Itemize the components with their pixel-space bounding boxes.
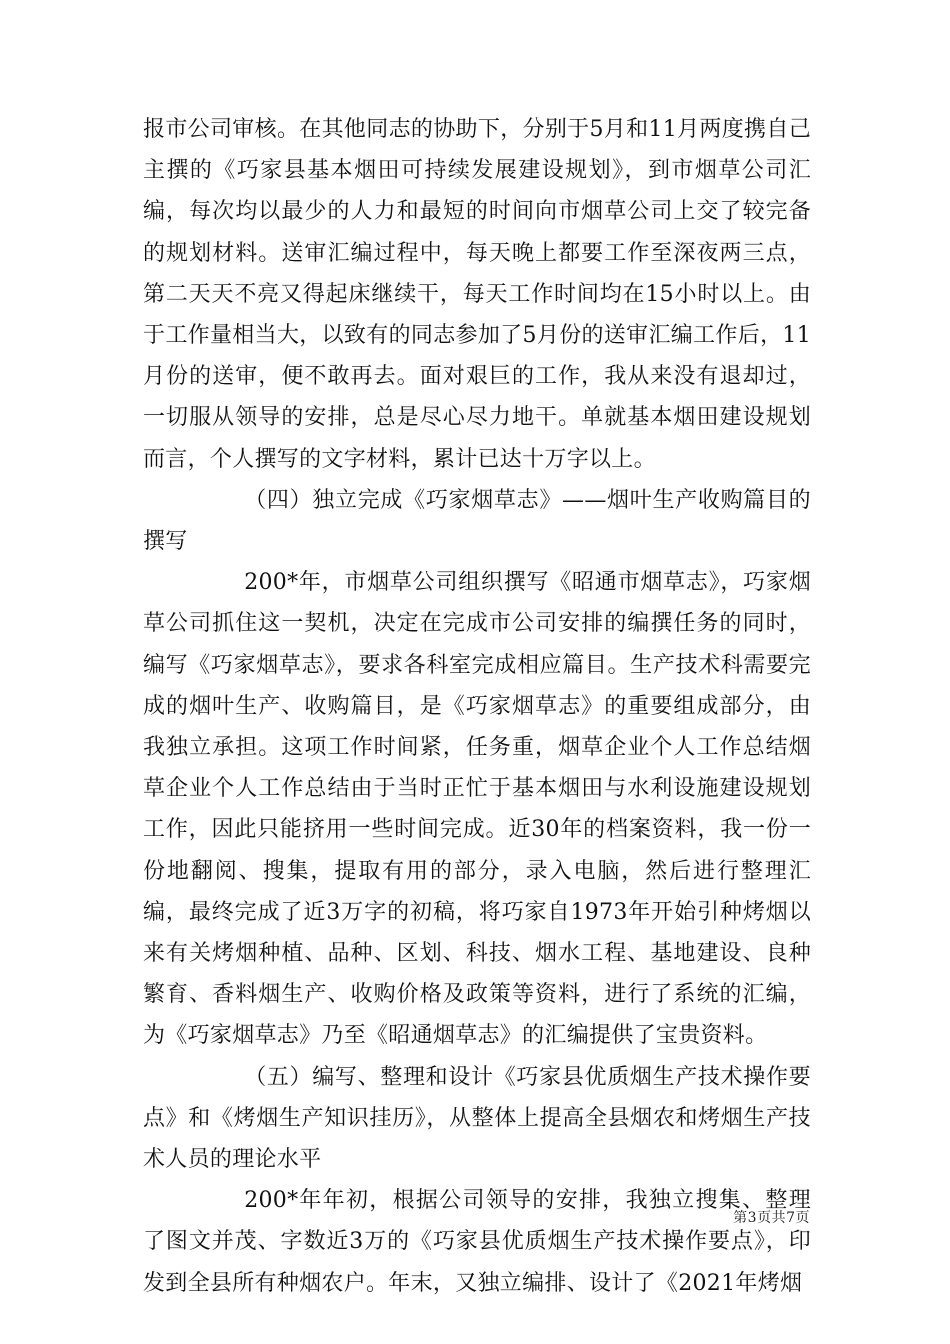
section-heading-4: （四）独立完成《巧家烟草志》——烟叶生产收购篇目的撰写 [143, 487, 811, 555]
paragraph-tobacco-chronicle: 200*年，市烟草公司组织撰写《昭通市烟草志》，巧家烟草公司抓住这一契机，决定在完成市公司安排的编撰任务的同时，编写《巧家烟草志》，要求各科室完成相应篇目。生产技术科需要完成的烟叶生产、收购篇目，是《巧家烟草志》的重要组成部分，由我独立承担。这项工作时间紧，任务重，烟草企业个人工作总结烟草企业个人工作总结由于当时正忙于基本烟田与水利设施建设规划工作，因此只能挤用一些时间完成。近30年的档案资料，我一份一份地翻阅、搜集，提取有用的部分，录入电脑，然后进行整理汇编，最终完成了近3万字的初稿，将巧家自1973年开始引种烤烟以来有关烤烟种植、品种、区划、科技、烟水工程、基地建设、良种繁育、香料烟生产、收购价格及政策等资料，进行了系统的汇编，为《巧家烟草志》乃至《昭通烟草志》的汇编提供了宝贵资料。 [143, 570, 811, 1049]
document-body [143, 109, 811, 1304]
paragraph-technical-manual: 200*年年初，根据公司领导的安排，我独立搜集、整理了图文并茂、字数近3万的《巧家县优质烟生产技术操作要点》，印发到全县所有种烟农户。年末，又独立编排、设计了《2021年烤烟 [143, 1188, 811, 1296]
page-number-footer: 第3页共7页 [733, 1210, 810, 1226]
section-heading-5: （五）编写、整理和设计《巧家县优质烟生产技术操作要点》和《烤烟生产知识挂历》，从整体上提高全县烟农和烤烟生产技术人员的理论水平 [143, 1064, 811, 1173]
paragraph-planning-review: 报市公司审核。在其他同志的协助下，分别于5月和11月两度携自己主撰的《巧家县基本烟田可持续发展建设规划》，到市烟草公司汇编，每次均以最少的人力和最短的时间向市烟草公司上交了较完备的规划材料。送审汇编过程中，每天晚上都要工作至深夜两三点，第二天天不亮又得起床继续干，每天工作时间均在15小时以上。由于工作量相当大，以致有的同志参加了5月份的送审汇编工作后，11月份的送审，便不敢再去。面对艰巨的工作，我从来没有退却过，一切服从领导的安排，总是尽心尽力地干。单就基本烟田建设规划而言，个人撰写的文字材料，累计已达十万字以上。 [143, 117, 811, 472]
